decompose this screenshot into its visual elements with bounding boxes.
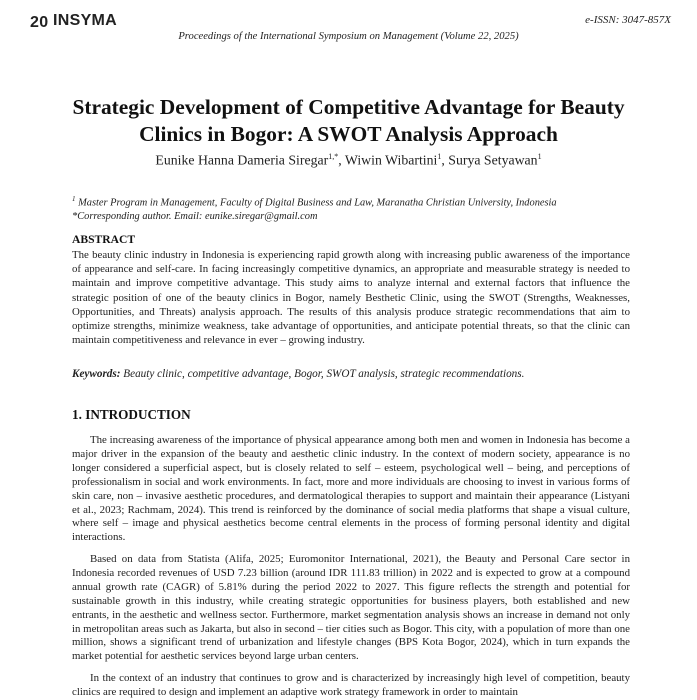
body-paragraph: Based on data from Statista (Alifa, 2025; Euromonitor International, 2021), the Beauty and Personal Care sector in Indonesia recorded revenues of USD 7.23 billion (around IDR 111.83 trillion) in 2022 and is expected to grow at a compound annual growth rate (CAGR) of 5.81% during the period 2022 to 2027. This figure reflects the strength and potential for sustainable growth in this industry, while creating strategic opportunities for business players, both established and new entrants, in the aesthetic and wellness sector. Furthermore, market segmentation analysis shows an increase in demand not only in metropolitan areas such as Jakarta, but also in second – tier cities such as Bogor. This city, with a population of more than one million, shows a significant trend of urbanization and lifestyle changes (BPS Kota Bogor, 2024), which in turn expands the market potential for aesthetic services beyond large urban centers. xyxy=(72,553,630,663)
affiliation-block xyxy=(72,192,657,224)
abstract-text: The beauty clinic industry in Indonesia is experiencing rapid growth along with increasing public awareness of the importance of appearance and self-care. In facing increasingly competitive dynamics, an appropriate and measurable strategy is needed to maintain and improve competitive advantage. This study aims to analyze internal and external factors that influence the strategic position of one of the beauty clinics in Bogor, namely Besthetic Clinic, using the SWOT (Strengths, Weaknesses, Opportunities, and Threats) analysis approach. The results of this analysis produce strategic recommendations that aim to optimize strengths, minimize weakness, take advantage of opportunities, and anticipate potential threats, so that the clinic can maintain competitiveness and relevance in ever – growing industry. xyxy=(72,249,630,347)
affiliation-text: Master Program in Management, Faculty of Digital Business and Law, Maranatha Christian University, Indonesia xyxy=(78,197,557,209)
author-name: Eunike Hanna Dameria Siregar xyxy=(155,152,329,168)
introduction-heading: 1. INTRODUCTION xyxy=(72,407,191,422)
author-sup: 1,* xyxy=(328,152,339,161)
abstract-heading: ABSTRACT xyxy=(72,233,136,246)
affiliation-line xyxy=(72,192,657,210)
author-sup: 1 xyxy=(537,152,542,161)
author-list: Eunike Hanna Dameria Siregar$^{1,*}$, Wiwin Wibartini$^1$, Surya Setyawan$^1$ xyxy=(155,152,542,168)
author-name: Wiwin Wibartini xyxy=(344,152,438,168)
keywords-text: Beauty clinic, competitive advantage, Bogor, SWOT analysis, strategic recommendations. xyxy=(123,368,525,380)
affiliation-sup: 1 xyxy=(72,195,76,203)
body-paragraph: The increasing awareness of the importance of physical appearance among both men and women in Indonesia has become a major driver in the expansion of the beauty and aesthetic clinic industry. In the context of modern society, appearance is no longer considered a superficial aspect, but is closely related to self – esteem, psychological well – being, and perceptions of professionalism in social and work environments. In fact, more and more individuals are choosing to invest in various forms of skin care, non – invasive aesthetic procedures, and dermatological therapies to support and maintain their appearance (Listyani et al., 2023; Rachmam, 2024). This trend is reinforced by the dominance of social media platforms that shape a visual culture, where self – image and physical aesthetics become central elements in the process of forming personal identity and digital interactions. xyxy=(72,434,630,544)
keywords-line xyxy=(72,368,632,380)
paper-title: Strategic Development of Competitive Advantage for Beauty Clinics in Bogor: A SWOT Analysis Approach xyxy=(72,95,625,146)
author-name: Surya Setyawan xyxy=(448,152,538,168)
author-sup: 1 xyxy=(437,152,442,161)
svg-text:20: 20 xyxy=(30,14,49,30)
insyma-logo xyxy=(30,10,117,32)
logo-text: INSYMA xyxy=(53,12,118,29)
body-paragraph: In the context of an industry that continues to grow and is characterized by increasingly high level of competition, beauty clinics are required to design and implement an adaptive work strategy framework in order to maintain xyxy=(72,672,630,698)
proceedings-header: Proceedings of the International Symposium on Management (Volume 22, 2025) xyxy=(178,31,519,42)
corresponding-author: *Corresponding author. Email: eunike.siregar@gmail.com xyxy=(72,211,318,223)
issn-label: e-ISSN: 3047-857X xyxy=(585,14,671,26)
keywords-label: Keywords: xyxy=(72,368,121,380)
logo-mark-icon xyxy=(30,12,52,30)
